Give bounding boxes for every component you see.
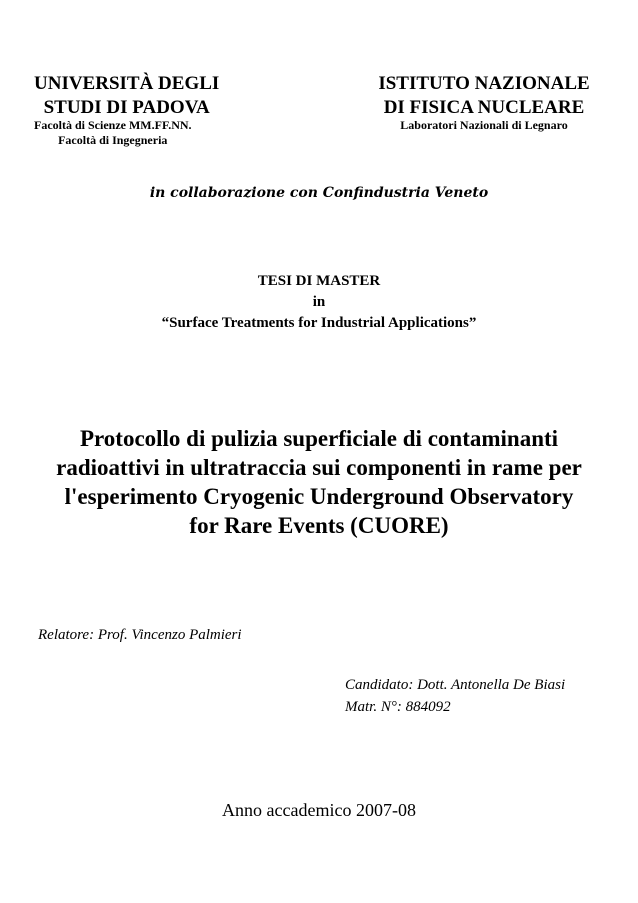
master-block (0, 271, 638, 334)
candidate-matricola: Matr. N°: 884092 (345, 699, 451, 715)
thesis-title-line4: for Rare Events (CUORE) (189, 513, 449, 538)
university-faculties (34, 118, 192, 148)
thesis-title (0, 424, 638, 540)
university-name-line2: STUDI DI PADOVA (43, 97, 210, 118)
master-course: “Surface Treatments for Industrial Applications” (161, 315, 477, 331)
master-label: TESI DI MASTER (257, 273, 381, 289)
candidate-block (345, 674, 565, 718)
thesis-title-line3: l'esperimento Cryogenic Underground Observatory (64, 484, 574, 509)
institute-name-line2: DI FISICA NUCLEARE (383, 97, 585, 118)
institute-name-line1: ISTITUTO NAZIONALE (378, 73, 590, 94)
university-name (34, 72, 219, 120)
candidate-name: Candidato: Dott. Antonella De Biasi (345, 677, 566, 693)
master-in: in (312, 294, 326, 310)
faculty-engineering: Facoltà di Ingegneria (58, 133, 168, 147)
relatore: Relatore: Prof. Vincenzo Palmieri (38, 627, 242, 643)
academic-year: Anno accademico 2007-08 (222, 800, 416, 820)
institute-name (370, 72, 598, 120)
thesis-title-line1: Protocollo di pulizia superficiale di contaminanti (79, 426, 559, 451)
institute-lab: Laboratori Nazionali di Legnaro (400, 118, 568, 132)
university-name-line1: UNIVERSITÀ DEGLI (34, 73, 220, 94)
collaboration-line: in collaborazione con Confindustria Veneto (149, 185, 489, 201)
faculty-science: Facoltà di Scienze MM.FF.NN. (34, 118, 192, 132)
thesis-title-line2: radioattivi in ultratraccia sui componenti in rame per (56, 455, 582, 480)
